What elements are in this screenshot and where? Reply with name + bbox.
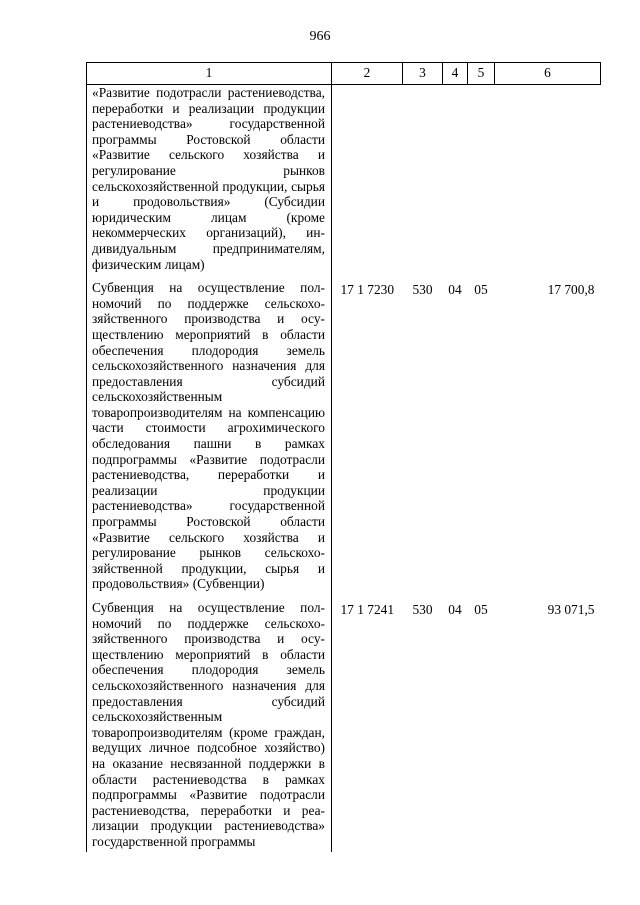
row-spacer bbox=[87, 272, 601, 280]
row-target-code: 17 1 7230 bbox=[340, 282, 395, 298]
table-row bbox=[87, 280, 601, 592]
row-target-code bbox=[332, 85, 403, 273]
row-section bbox=[443, 85, 468, 273]
table-row bbox=[87, 85, 601, 273]
table-row bbox=[87, 600, 601, 852]
row-target-code: 17 1 7241 bbox=[340, 602, 395, 617]
row-section: 04 bbox=[448, 602, 462, 617]
header-row bbox=[87, 63, 601, 85]
row-description: Субвенция на осуществление полномочий по поддержке сельскохозяйственного производства и осуществлению мероприятий в области обеспечения плодородия земель сельскохозяйственного назначения для предоставления субсидий сельскохозяйственным товаропроизводителям на компенсацию части стоимости агрохимического обследования пашни в рамках подпрограммы «Развитие подотрасли растениеводства, переработки и реализации продукции растениеводства» государственной программы Ростовской области «Развитие сельского хозяйства и регулирование рынков сельскохозяйственной продукции, сырья и продовольствия» (Субвенции) bbox=[87, 280, 332, 592]
row-expense-type: 530 bbox=[412, 602, 433, 617]
row-expense-type: 530 bbox=[412, 282, 433, 298]
row-subsection: 05 bbox=[474, 602, 488, 617]
row-spacer bbox=[87, 592, 601, 600]
row-amount: 93 071,5 bbox=[547, 602, 595, 617]
budget-table bbox=[86, 62, 601, 852]
header-col-5: 5 bbox=[468, 63, 495, 85]
header-col-4: 4 bbox=[443, 63, 468, 85]
row-amount: 17 700,8 bbox=[547, 282, 595, 298]
header-col-3: 3 bbox=[403, 63, 443, 85]
row-subsection: 05 bbox=[474, 282, 488, 298]
header-col-6: 6 bbox=[495, 63, 601, 85]
row-subsection bbox=[468, 85, 495, 273]
row-section: 04 bbox=[448, 282, 462, 298]
row-description: «Развитие подотрасли растениеводства, переработки и реализации продукции растениеводства» государственной программы Ростовской области «Развитие сельского хозяйства и регулирование рынков сельскохозяйственной продукции, сырья и продовольствия» (Субсидии юридическим лицам (кроме некоммерческих организаций), индивидуальным предпринимателям, физическим лицам) bbox=[87, 85, 332, 273]
header-col-2: 2 bbox=[332, 63, 403, 85]
row-amount bbox=[495, 85, 601, 273]
row-description: Субвенция на осуществление полномочий по поддержке сельскохозяйственного производства и осуществлению мероприятий в области обеспечения плодородия земель сельскохозяйственного назначения для предоставления субсидий сельскохозяйственным товаропроизводителям (кроме граждан, ведущих личное подсобное хозяйство) на оказание несвязанной поддержки в области растениеводства в рамках подпрограммы «Развитие подотрасли растениеводства, переработки и реализации продукции растениеводства» государственной программы bbox=[87, 600, 332, 852]
row-expense-type bbox=[403, 85, 443, 273]
page-number: 966 bbox=[309, 29, 331, 44]
header-col-1: 1 bbox=[87, 63, 332, 85]
